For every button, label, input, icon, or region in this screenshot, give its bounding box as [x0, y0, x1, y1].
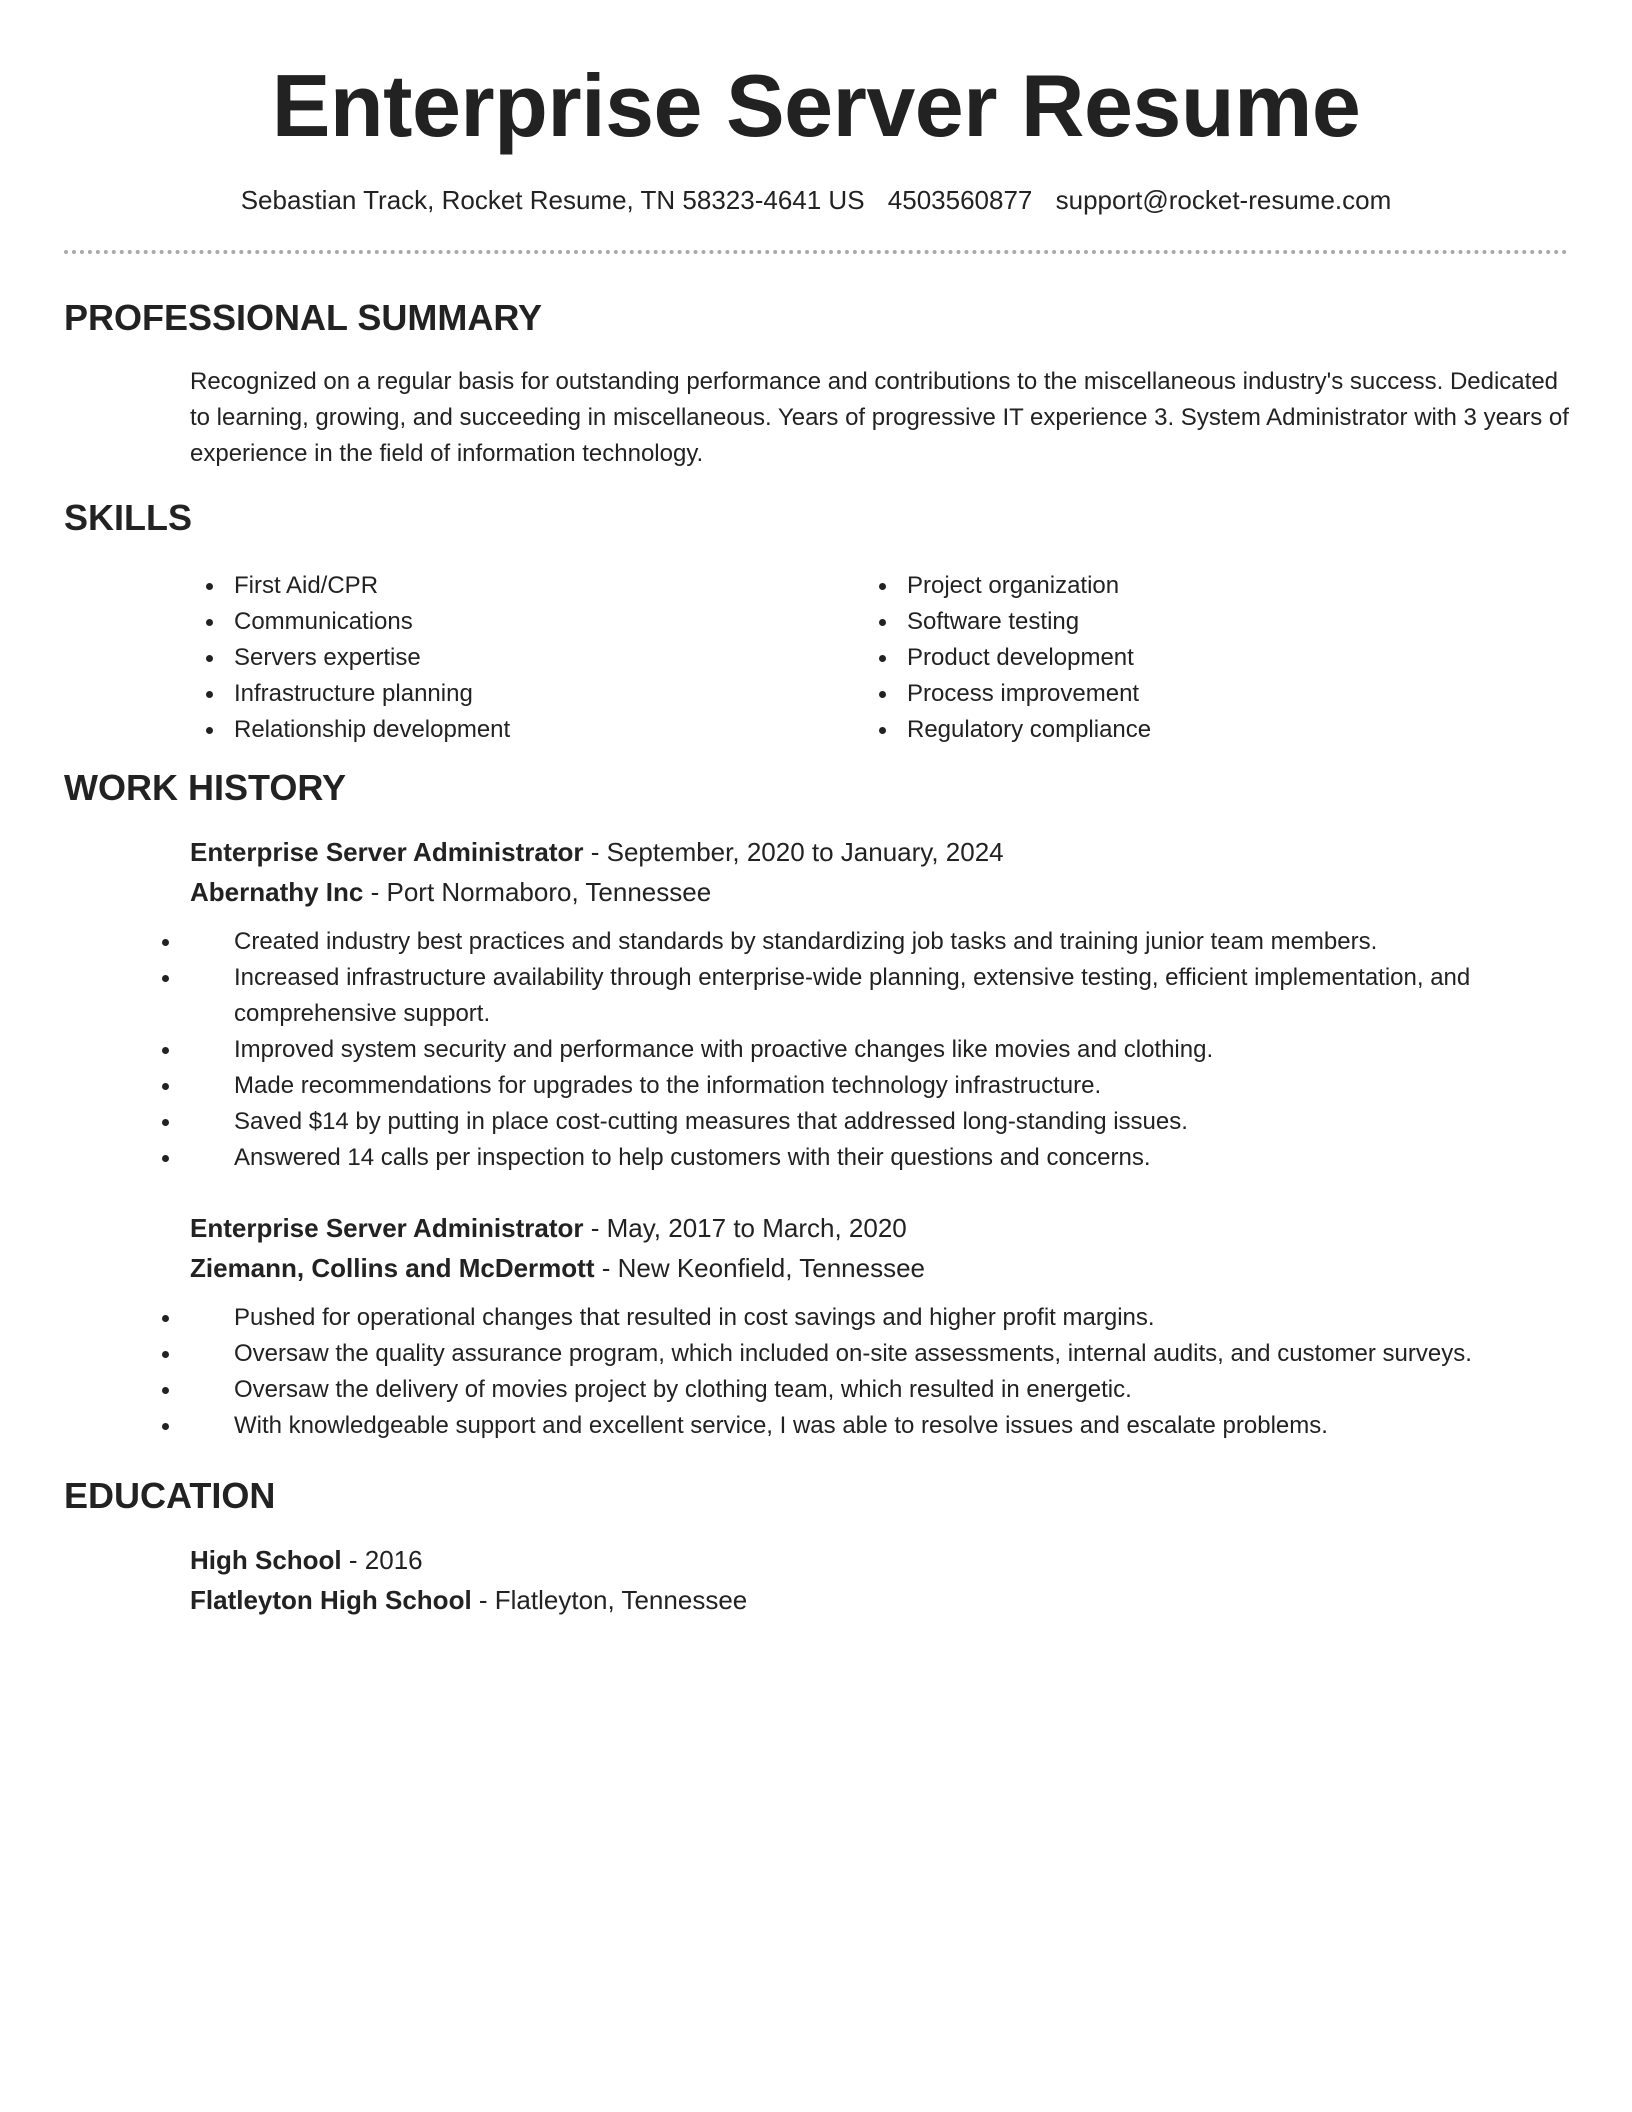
education-degree-line	[190, 1540, 1570, 1580]
job-entry	[190, 832, 1570, 1176]
skill-item: Relationship development	[190, 712, 830, 748]
skills-heading: SKILLS	[64, 497, 193, 538]
job-title-line	[190, 1208, 1570, 1248]
job-bullet: With knowledgeable support and excellent service, I was able to resolve issues and escalate problems.	[146, 1408, 1570, 1444]
contact-line	[0, 182, 1632, 218]
education-year: - 2016	[341, 1545, 423, 1575]
skill-item: Regulatory compliance	[863, 712, 1563, 748]
job-bullet: Oversaw the quality assurance program, which included on-site assessments, internal audits, and customer surveys.	[146, 1336, 1570, 1372]
job-bullet: Improved system security and performance with proactive changes like movies and clothing.	[146, 1032, 1570, 1068]
job-bullet: Pushed for operational changes that resulted in cost savings and higher profit margins.	[146, 1300, 1570, 1336]
skill-item: Project organization	[863, 568, 1563, 604]
summary-heading: PROFESSIONAL SUMMARY	[64, 297, 543, 338]
job-company: Abernathy Inc	[190, 877, 364, 907]
contact-email: support@rocket-resume.com	[1055, 185, 1392, 215]
job-location: - New Keonfield, Tennessee	[594, 1253, 925, 1283]
job-bullet: Oversaw the delivery of movies project by clothing team, which resulted in energetic.	[146, 1372, 1570, 1408]
skill-item: Product development	[863, 640, 1563, 676]
education-heading: EDUCATION	[64, 1475, 276, 1516]
skill-item: Software testing	[863, 604, 1563, 640]
skill-item: Process improvement	[863, 676, 1563, 712]
skill-item: Communications	[190, 604, 830, 640]
education-school: Flatleyton High School	[190, 1585, 472, 1615]
contact-phone: 4503560877	[887, 185, 1033, 215]
job-entry	[190, 1208, 1570, 1444]
job-dates: - May, 2017 to March, 2020	[583, 1213, 907, 1243]
job-bullet: Made recommendations for upgrades to the information technology infrastructure.	[146, 1068, 1570, 1104]
job-company: Ziemann, Collins and McDermott	[190, 1253, 595, 1283]
job-role: Enterprise Server Administrator	[190, 837, 584, 867]
skills-list-right	[863, 568, 1563, 748]
work-history-heading: WORK HISTORY	[64, 767, 347, 808]
job-location: - Port Normaboro, Tennessee	[363, 877, 712, 907]
resume-title: Enterprise Server Resume	[271, 56, 1361, 155]
job-bullet: Created industry best practices and standards by standardizing job tasks and training junior team members.	[146, 924, 1570, 960]
job-bullets	[146, 1300, 1570, 1444]
education-school-line	[190, 1580, 1570, 1620]
job-role: Enterprise Server Administrator	[190, 1213, 584, 1243]
summary-text: Recognized on a regular basis for outstanding performance and contributions to the miscellaneous industry's success. Dedicated to learning, growing, and succeeding in miscellaneous. Years of progressive IT experience 3. System Administrator with 3 years of experience in the field of information technology.	[190, 368, 1569, 467]
job-title-line	[190, 832, 1570, 872]
skill-item: Infrastructure planning	[190, 676, 830, 712]
education-degree: High School	[190, 1545, 342, 1575]
job-bullets	[146, 924, 1570, 1176]
skills-list-left	[190, 568, 830, 748]
job-company-line	[190, 872, 1570, 912]
job-bullet: Saved $14 by putting in place cost-cutting measures that addressed long-standing issues.	[146, 1104, 1570, 1140]
job-bullet: Increased infrastructure availability through enterprise-wide planning, extensive testing, efficient implementation, and comprehensive support.	[146, 960, 1570, 1032]
job-company-line	[190, 1248, 1570, 1288]
education-entry	[190, 1540, 1570, 1620]
header-divider	[64, 250, 1568, 254]
contact-address: Sebastian Track, Rocket Resume, TN 58323-4641 US	[240, 185, 865, 215]
skill-item: First Aid/CPR	[190, 568, 830, 604]
skill-item: Servers expertise	[190, 640, 830, 676]
education-location: - Flatleyton, Tennessee	[471, 1585, 748, 1615]
job-dates: - September, 2020 to January, 2024	[583, 837, 1004, 867]
job-bullet: Answered 14 calls per inspection to help customers with their questions and concerns.	[146, 1140, 1570, 1176]
